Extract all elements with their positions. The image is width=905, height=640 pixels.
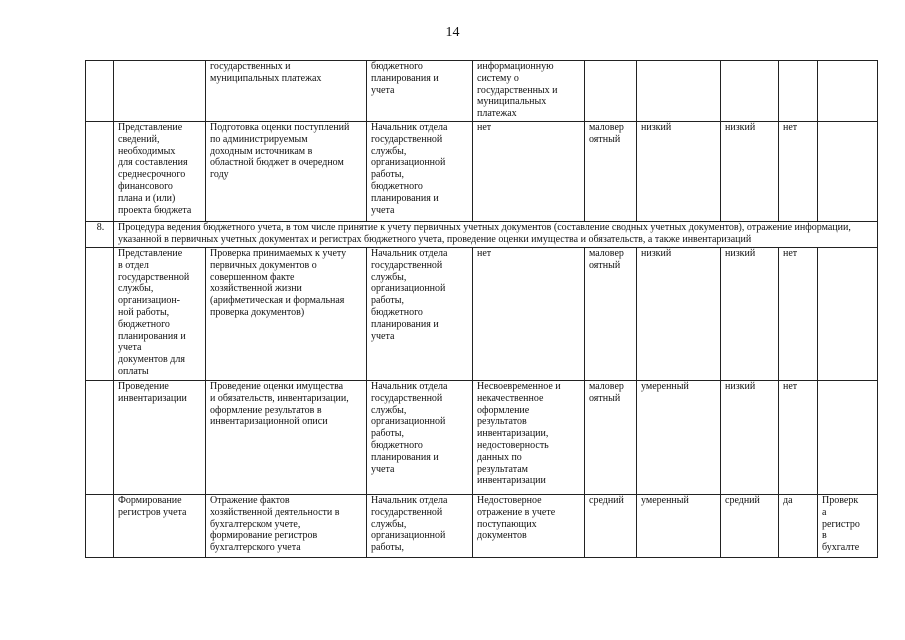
- row-number: [86, 381, 114, 495]
- risk-level-cell: средний: [721, 495, 779, 558]
- measures-cell: [818, 381, 878, 495]
- table-row: [86, 495, 878, 558]
- responsible-cell: бюджетного планирования и учета: [367, 61, 473, 122]
- risk-description-cell: нет: [473, 122, 585, 222]
- risk-description-cell: информационную систему о государственных и муниципальных платежах: [473, 61, 585, 122]
- process-cell: Представление в отдел государственной службы, организацион- ной работы, бюджетного планирования и учета документов для оплаты: [114, 248, 206, 381]
- row-number: [86, 61, 114, 122]
- impact-cell: низкий: [637, 248, 721, 381]
- risk-description-cell: Несвоевременное и некачественное оформление результатов инвентаризации, недостоверность данных по результатам инвентаризации: [473, 381, 585, 495]
- impact-cell: умеренный: [637, 381, 721, 495]
- risk-level-cell: низкий: [721, 248, 779, 381]
- probability-cell: [585, 61, 637, 122]
- process-cell: Представление сведений, необходимых для составления среднесрочного финансового плана и (или) проекта бюджета: [114, 122, 206, 222]
- row-number: [86, 248, 114, 381]
- probability-cell: маловер оятный: [585, 381, 637, 495]
- action-cell: Подготовка оценки поступлений по администрируемым доходным источникам в областной бюджет в очередном году: [206, 122, 367, 222]
- page-number: 14: [445, 25, 460, 40]
- responsible-cell: Начальник отдела государственной службы, организационной работы, бюджетного планирования и учета: [367, 122, 473, 222]
- responsible-cell: Начальник отдела государственной службы, организационной работы, бюджетного планирования и учета: [367, 248, 473, 381]
- table-row: [86, 122, 878, 222]
- measures-cell: Проверк а регистро в бухгалте: [818, 495, 878, 558]
- responsible-cell: Начальник отдела государственной службы, организационной работы, бюджетного планирования и учета: [367, 381, 473, 495]
- impact-cell: низкий: [637, 122, 721, 222]
- section-number: 8.: [86, 222, 114, 248]
- responsible-cell: Начальник отдела государственной службы, организационной работы,: [367, 495, 473, 558]
- measures-cell: [818, 122, 878, 222]
- corruption-risk-cell: нет: [779, 381, 818, 495]
- table-row: [86, 248, 878, 381]
- risk-description-cell: нет: [473, 248, 585, 381]
- probability-cell: средний: [585, 495, 637, 558]
- impact-cell: [637, 61, 721, 122]
- probability-cell: маловер оятный: [585, 248, 637, 381]
- table-row: [86, 381, 878, 495]
- corruption-risk-cell: да: [779, 495, 818, 558]
- action-cell: Проверка принимаемых к учету первичных документов о совершенном факте хозяйственной жизни (арифметическая и формальная проверка документов): [206, 248, 367, 381]
- row-number: [86, 122, 114, 222]
- corruption-risk-cell: нет: [779, 248, 818, 381]
- row-number: [86, 495, 114, 558]
- process-cell: [114, 61, 206, 122]
- action-cell: государственных и муниципальных платежах: [206, 61, 367, 122]
- risk-description-cell: Недостоверное отражение в учете поступающих документов: [473, 495, 585, 558]
- corruption-risk-cell: нет: [779, 122, 818, 222]
- corruption-risk-cell: [779, 61, 818, 122]
- risk-level-cell: низкий: [721, 122, 779, 222]
- action-cell: Отражение фактов хозяйственной деятельности в бухгалтерском учете, формирование регистров бухгалтерского учета: [206, 495, 367, 558]
- risk-level-cell: [721, 61, 779, 122]
- risk-table: [85, 60, 878, 558]
- measures-cell: [818, 248, 878, 381]
- section-title: Процедура ведения бюджетного учета, в том числе принятие к учету первичных учетных документов (составление сводных учетных документов), отражение информации, указанной в первичных учетных документах и регистрах бюджетного учета, проведение оценки имущества и обязательств, а также инвентаризаций: [114, 222, 878, 248]
- risk-level-cell: низкий: [721, 381, 779, 495]
- measures-cell: [818, 61, 878, 122]
- action-cell: Проведение оценки имущества и обязательств, инвентаризации, оформление результатов в инвентаризационной описи: [206, 381, 367, 495]
- impact-cell: умеренный: [637, 495, 721, 558]
- process-cell: Проведение инвентаризации: [114, 381, 206, 495]
- probability-cell: маловер оятный: [585, 122, 637, 222]
- process-cell: Формирование регистров учета: [114, 495, 206, 558]
- section-row: [86, 222, 878, 248]
- table-row: [86, 61, 878, 122]
